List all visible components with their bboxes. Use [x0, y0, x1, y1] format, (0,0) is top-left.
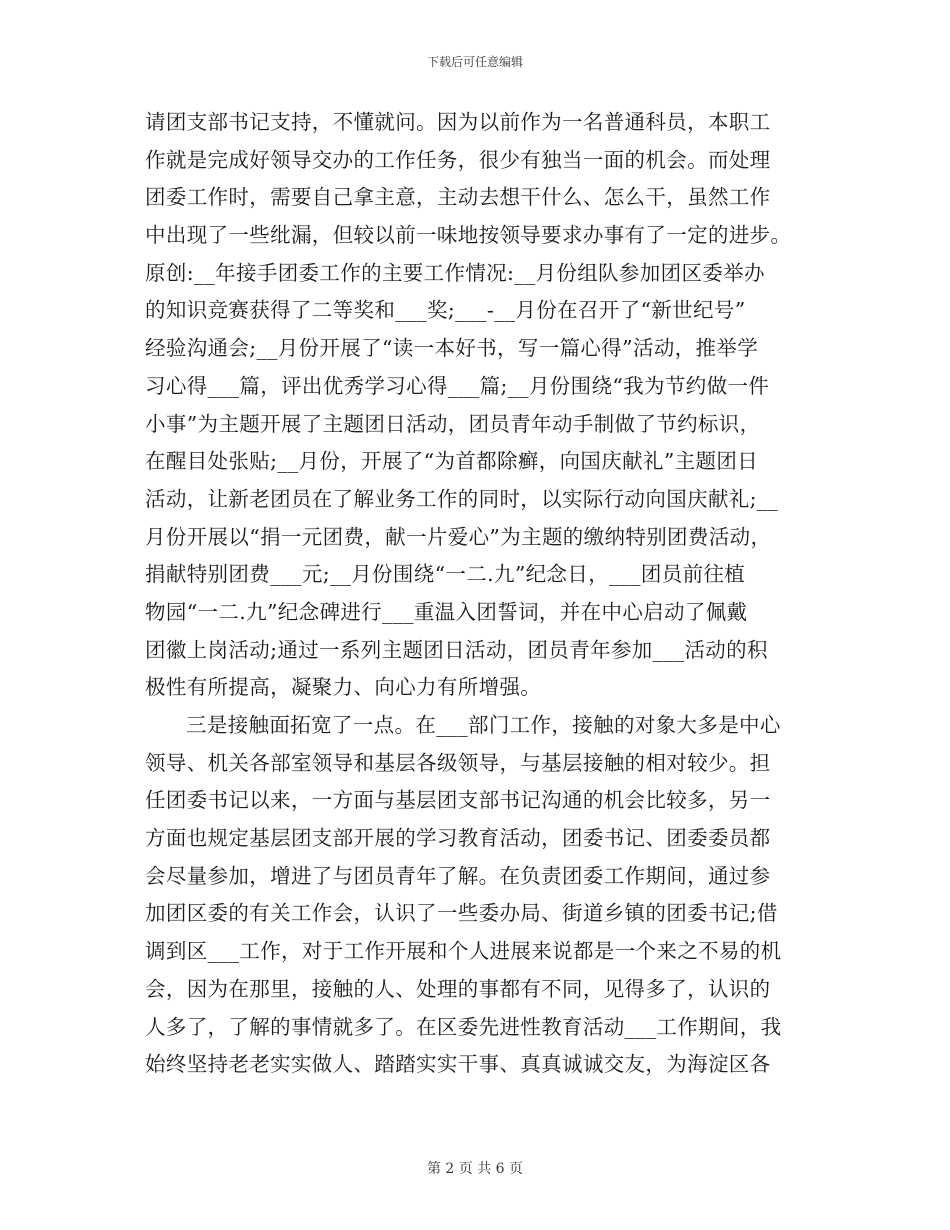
text-line: 极性有所提高，凝聚力、向心力有所增强。 — [145, 675, 542, 700]
text-line: 物园“一二.九”纪念碑进行___重温入团誓词，并在中心启动了佩戴 — [145, 599, 748, 624]
text-line: 人多了，了解的事情就多了。在区委先进性教育活动___工作期间，我 — [145, 1014, 782, 1039]
text-line: 三是接触面拓宽了一点。在___部门工作，接触的对象大多是中心 — [186, 713, 781, 737]
text-line: 经验沟通会;__月份开展了“读一本好书，写一篇心得”活动，推举学 — [145, 336, 759, 361]
text-line: 作就是完成好领导交办的工作任务，很少有独当一面的机会。而处理 — [145, 147, 771, 172]
text-line: 中出现了一些纰漏，但较以前一味地按领导要求办事有了一定的进步。 — [145, 223, 792, 248]
text-line: 始终坚持老老实实做人、踏踏实实干事、真真诚诚交友，为海淀区各 — [145, 1052, 771, 1077]
text-line: 加团区委的有关工作会，认识了一些委办局、街道乡镇的团委书记;借 — [145, 901, 778, 926]
text-line: 团委工作时，需要自己拿主意，主动去想干什么、怎么干，虽然工作 — [145, 185, 771, 210]
text-line: 小事”为主题开展了主题团日活动，团员青年动手制做了节约标识， — [145, 411, 761, 436]
page-number-footer: 第 2 页 共 6 页 — [426, 1161, 524, 1177]
text-line: 的知识竞赛获得了二等奖和___奖;___-__月份在召开了“新世纪号” — [145, 298, 746, 323]
text-line: 在醒目处张贴;__月份，开展了“为首都除癣，向国庆献礼”主题团日 — [145, 449, 759, 474]
text-line: 领导、机关各部室领导和基层各级领导，与基层接触的相对较少。担 — [145, 750, 771, 775]
text-line: 会尽量参加，增进了与团员青年了解。在负责团委工作期间，通过参 — [145, 863, 771, 888]
text-line: 月份开展以“捐一元团费，献一片爱心”为主题的缴纳特别团费活动， — [145, 524, 772, 549]
text-line: 活动，让新老团员在了解业务工作的同时，以实际行动向国庆献礼;__ — [145, 486, 779, 511]
text-line: 团徽上岗活动;通过一系列主题团日活动，团员青年参加___活动的积 — [145, 637, 768, 662]
text-line: 会，因为在那里，接触的人、处理的事都有不同，见得多了，认识的 — [145, 976, 771, 1001]
text-line: 捐献特别团费___元;__月份围绕“一二.九”纪念日，___团员前往植 — [145, 562, 746, 587]
text-line: 任团委书记以来，一方面与基层团支部书记沟通的机会比较多，另一 — [145, 788, 771, 813]
text-line: 调到区___工作，对于工作开展和个人进展来说都是一个来之不易的机 — [145, 939, 782, 964]
text-line: 习心得___篇，评出优秀学习心得___篇;__月份围绕“我为节约做一件 — [145, 373, 770, 398]
text-line: 原创:__年接手团委工作的主要工作情况:__月份组队参加团区委举办 — [145, 260, 765, 285]
text-line: 方面也规定基层团支部开展的学习教育活动，团委书记、团委委员都 — [145, 826, 771, 851]
document-body — [145, 104, 807, 1084]
page-header-note: 下载后可任意编辑 — [426, 55, 523, 69]
text-line: 请团支部书记支持，不懂就问。因为以前作为一名普通科员，本职工 — [145, 110, 771, 134]
